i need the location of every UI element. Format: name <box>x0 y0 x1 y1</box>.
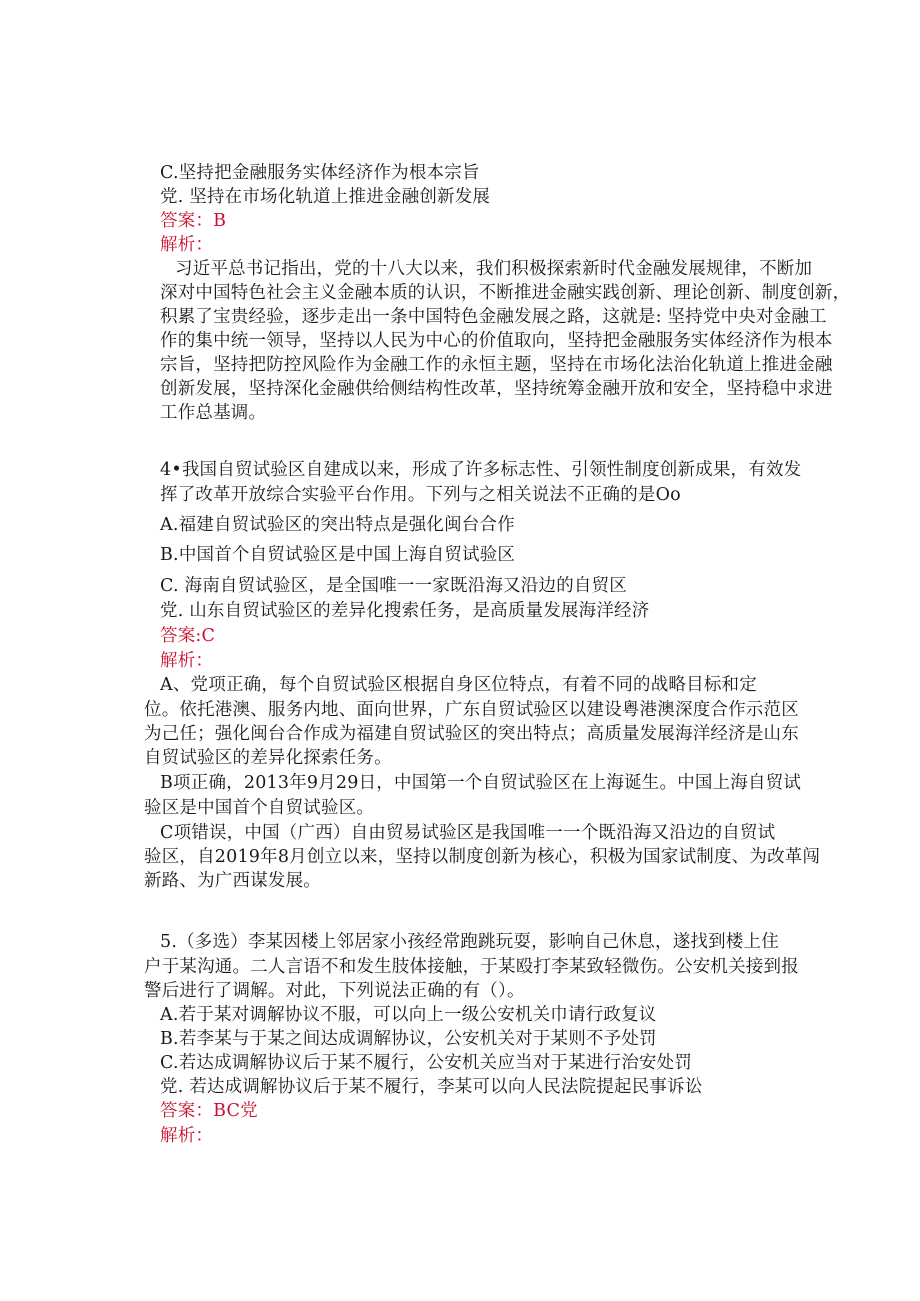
q4-stem-line: 4•我国自贸试验区自建成以来，形成了许多标志性、引领性制度创新成果，有效发 <box>160 460 802 480</box>
q3-analysis-line: 工作总基调。 <box>160 403 267 423</box>
q4-answer: 答案:C <box>160 626 216 646</box>
q3-option-c: C.坚持把金融服务实体经济作为根本宗旨 <box>160 163 480 183</box>
q4-option-c: C. 海南自贸试验区，是全国唯一一家既沿海又沿边的自贸区 <box>160 576 627 596</box>
q5-option-c: C.若达成调解协议后于某不履行，公安机关应当对于某进行治安处罚 <box>160 1053 693 1073</box>
q3-analysis-line: 作的集中统一领导，坚持以人民为中心的价值取向，坚持把金融服务实体经济作为根本 <box>160 331 833 351</box>
q5-option-d: 党. 若达成调解协议后于某不履行，李某可以向人民法院提起民事诉讼 <box>160 1077 703 1097</box>
q4-analysis-line: 为己任；强化闽台合作成为福建自贸试验区的突出特点；高质量发展海洋经济是山东 <box>144 724 799 744</box>
q5-stem-line: 警后进行了调解。对此，下列说法正确的有（）。 <box>144 981 525 1001</box>
q3-answer: 答案：B <box>160 211 227 231</box>
q4-option-a: A.福建自贸试验区的突出特点是强化闽台合作 <box>160 515 515 535</box>
q5-option-a: A.若于某对调解协议不服，可以向上一级公安机关巾请行政复议 <box>160 1005 657 1025</box>
q5-option-b: B.若李某与于某之间达成调解协议，公安机关对于某则不予处罚 <box>160 1029 657 1049</box>
q5-stem-line: 5.（多选）李某因楼上邻居家小孩经常跑跳玩耍，影响自己休息，遂找到楼上住 <box>160 932 779 952</box>
q3-analysis-line: 深对中国特色社会主义金融本质的认识，不断推进金融实践创新、理论创新、制度创新， <box>160 283 851 303</box>
q4-analysis-line: 验区是中国首个自贸试验区。 <box>144 798 375 818</box>
q3-analysis-line: 积累了宝贵经验，逐步走出一条中国特色金融发展之路，这就是: 坚持党中央对金融工 <box>160 307 827 327</box>
q3-option-d: 党. 坚持在市场化轨道上推进金融创新发展 <box>160 187 491 207</box>
q4-analysis-line: C项错误，中国（广西）自由贸易试验区是我国唯一一个既沿海又沿边的自贸试 <box>160 823 776 843</box>
q4-analysis-line: 自贸试验区的差异化探索任务。 <box>144 748 392 768</box>
q5-analysis-label: 解析： <box>160 1126 214 1146</box>
q4-analysis-line: B项正确，2013年9月29日，中国第一个自贸试验区在上海诞生。中国上海自贸试 <box>160 773 802 793</box>
q4-analysis-line: 验区，自2019年8月创立以来，坚持以制度创新为核心，积极为国家试制度、为改革闯 <box>144 847 821 867</box>
q5-answer: 答案：BC党 <box>160 1101 258 1121</box>
q3-analysis-line: 创新发展，坚持深化金融供给侧结构性改革，坚持统筹金融开放和安全，坚持稳中求进 <box>160 379 833 399</box>
q3-analysis-label: 解析： <box>160 235 214 255</box>
q4-option-d: 党. 山东自贸试验区的差异化搜索任务，是高质量发展海洋经济 <box>160 601 650 621</box>
q4-analysis-line: A、党项正确，每个自贸试验区根据自身区位特点，有着不同的战略目标和定 <box>160 675 757 695</box>
q4-analysis-line: 新路、为广西谋发展。 <box>144 871 321 891</box>
q4-option-b: B.中国首个自贸试验区是中国上海自贸试验区 <box>160 545 516 565</box>
q4-stem-line: 挥了改革开放综合实验平台作用。下列与之相关说法不正确的是Oo <box>160 485 681 505</box>
q4-analysis-line: 位。依托港澳、服务内地、面向世界，广东自贸试验区以建设粤港澳深度合作示范区 <box>144 700 799 720</box>
q3-analysis-line: 习近平总书记指出，党的十八大以来，我们积极探索新时代金融发展规律，不断加 <box>175 259 813 279</box>
q3-analysis-line: 宗旨，坚持把防控风险作为金融工作的永恒主题，坚持在市场化法治化轨道上推进金融 <box>160 355 833 375</box>
q4-analysis-label: 解析： <box>160 651 214 671</box>
q5-stem-line: 户于某沟通。二人言语不和发生肢体接触，于某殴打李某致轻微伤。公安机关接到报 <box>144 957 799 977</box>
